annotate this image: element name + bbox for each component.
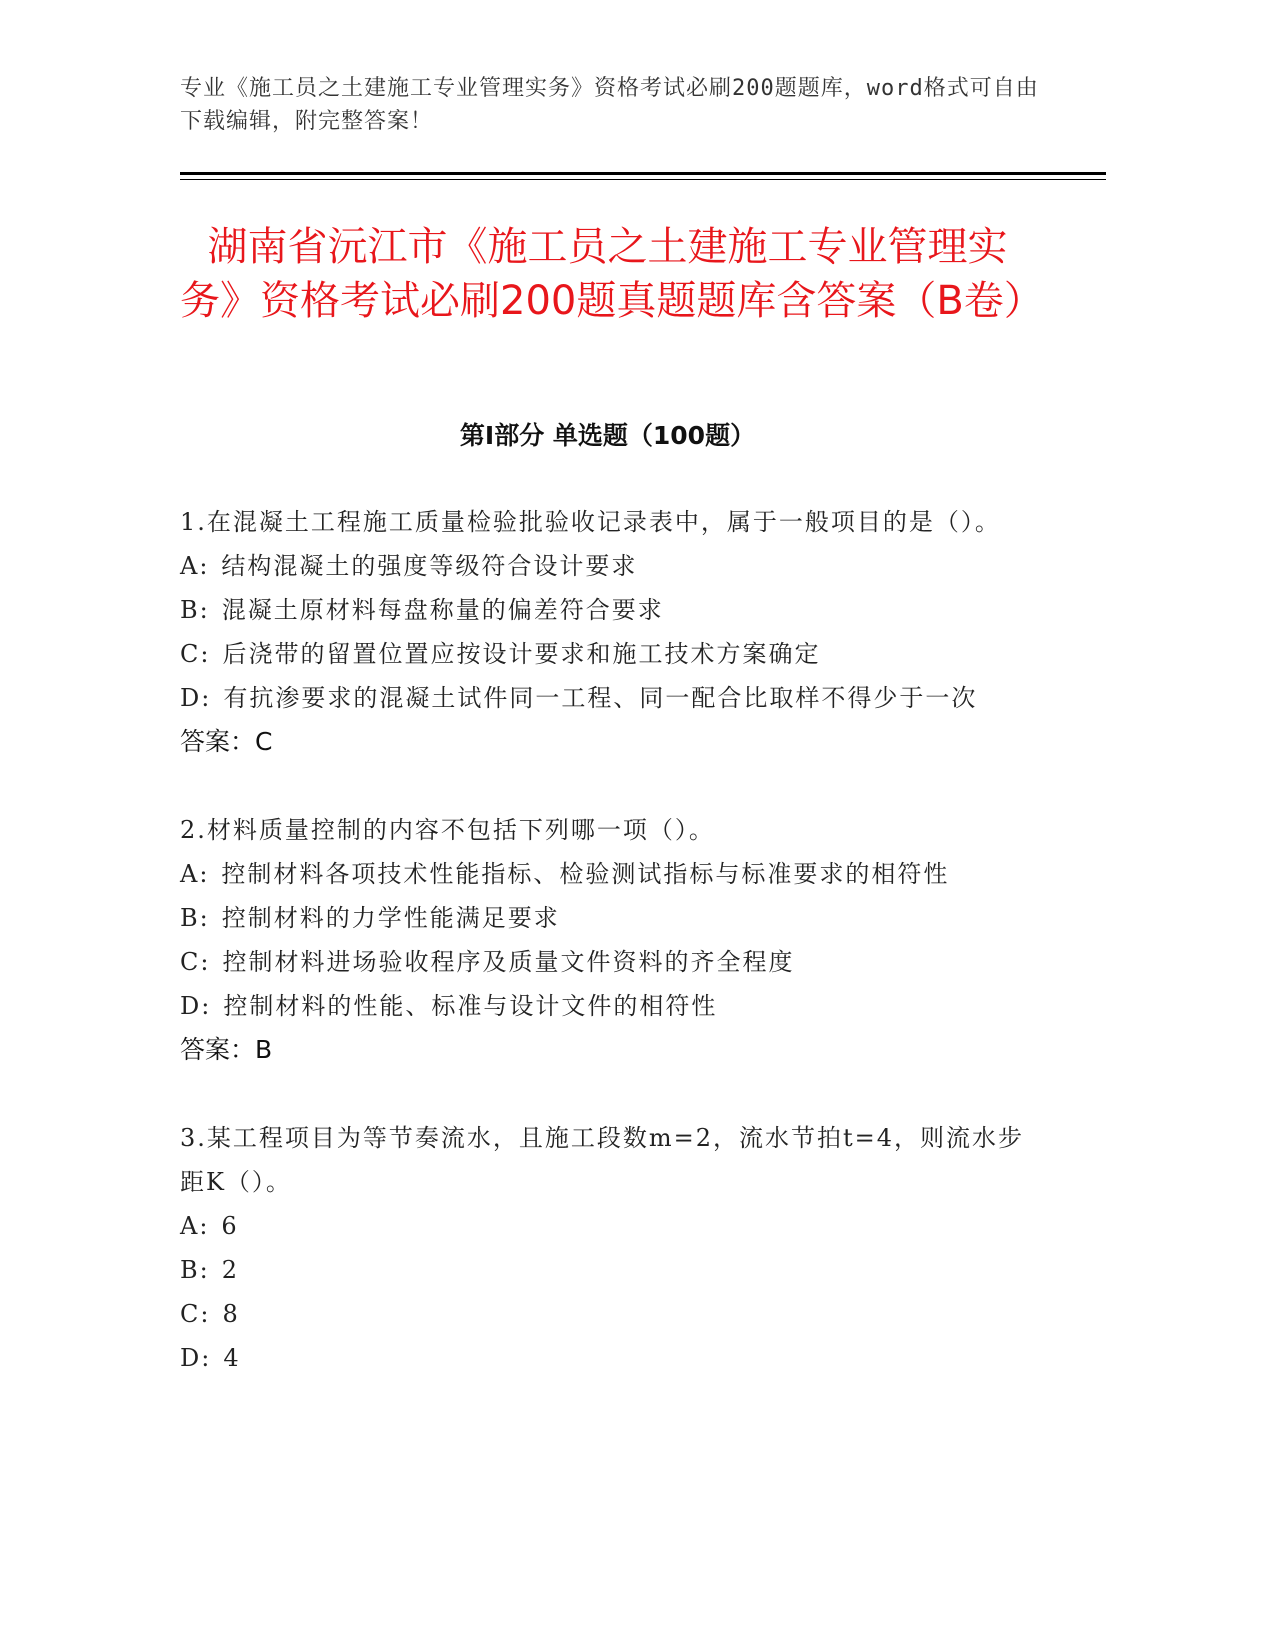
question-list	[180, 500, 1040, 1424]
header-note: 专业《施工员之土建施工专业管理实务》资格考试必刷200题题库，word格式可自由下载编辑，附完整答案！	[180, 76, 1039, 134]
option-key: B:	[180, 596, 210, 624]
option-key: C:	[180, 948, 211, 976]
option-b	[180, 1248, 1040, 1292]
option-text: 有抗渗要求的混凝土试件同一工程、同一配合比取样不得少于一次	[223, 684, 978, 712]
question-3	[180, 1116, 1040, 1380]
option-key: B:	[180, 904, 210, 932]
header-rule-thin	[180, 179, 1106, 180]
document-title: 湖南省沅江市《施工员之土建施工专业管理实务》资格考试必刷200题真题题库含答案（B卷）	[180, 224, 1044, 324]
answer-line	[180, 720, 1040, 764]
option-b	[180, 588, 1040, 632]
option-d	[180, 984, 1040, 1028]
option-text: 后浇带的留置位置应按设计要求和施工技术方案确定	[222, 640, 821, 668]
option-key: A:	[180, 1212, 210, 1240]
option-key: A:	[180, 552, 210, 580]
question-stem: 3.某工程项目为等节奏流水，且施工段数m=2，流水节拍t=4，则流水步距K（）。	[180, 1124, 1025, 1196]
question-1	[180, 500, 1040, 764]
answer-value: B	[255, 1035, 273, 1064]
option-text: 控制材料的性能、标准与设计文件的相符性	[223, 992, 718, 1020]
header-rule-thick	[180, 172, 1106, 175]
option-key: D:	[180, 1344, 212, 1372]
answer-label: 答案：	[180, 727, 256, 756]
option-text: 6	[221, 1212, 239, 1240]
option-d	[180, 676, 1040, 720]
section-heading: 第Ⅰ部分 单选题（100题）	[459, 421, 756, 450]
option-text: 结构混凝土的强度等级符合设计要求	[221, 552, 638, 580]
option-c	[180, 940, 1040, 984]
option-key: C:	[180, 640, 211, 668]
option-text: 控制材料各项技术性能指标、检验测试指标与标准要求的相符性	[221, 860, 950, 888]
option-a	[180, 852, 1040, 896]
option-text: 4	[223, 1344, 241, 1372]
option-key: D:	[180, 684, 212, 712]
option-text: 控制材料的力学性能满足要求	[221, 904, 560, 932]
option-c	[180, 1292, 1040, 1336]
option-c	[180, 632, 1040, 676]
option-d	[180, 1336, 1040, 1380]
option-key: A:	[180, 860, 210, 888]
answer-value: C	[255, 727, 273, 756]
answer-line	[180, 1028, 1040, 1072]
option-text: 混凝土原材料每盘称量的偏差符合要求	[221, 596, 664, 624]
option-key: B:	[180, 1256, 210, 1284]
option-a	[180, 544, 1040, 588]
question-2	[180, 808, 1040, 1072]
question-stem: 1.在混凝土工程施工质量检验批验收记录表中，属于一般项目的是（）。	[180, 508, 1001, 536]
option-text: 8	[222, 1300, 240, 1328]
option-b	[180, 896, 1040, 940]
option-text: 2	[221, 1256, 240, 1284]
answer-label: 答案：	[180, 1035, 256, 1064]
option-text: 控制材料进场验收程序及质量文件资料的齐全程度	[222, 948, 795, 976]
option-a	[180, 1204, 1040, 1248]
option-key: D:	[180, 992, 212, 1020]
option-key: C:	[180, 1300, 211, 1328]
question-stem: 2.材料质量控制的内容不包括下列哪一项（）。	[180, 816, 715, 844]
